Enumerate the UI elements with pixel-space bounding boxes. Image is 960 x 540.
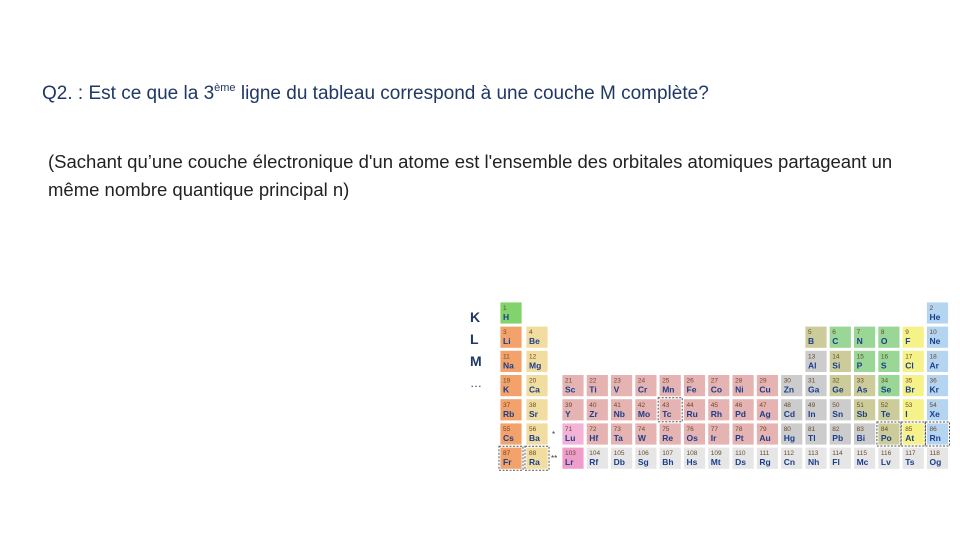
atomic-number: 110 [735, 450, 746, 458]
element-re [659, 423, 681, 445]
element-symbol: I [905, 408, 908, 419]
element-ds [732, 447, 754, 469]
element-symbol: Db [613, 457, 625, 468]
atomic-number: 56 [529, 426, 537, 433]
element-k [500, 375, 522, 397]
element-symbol: Cn [783, 457, 796, 468]
element-pb [829, 423, 851, 445]
element-lu [562, 423, 584, 445]
element-symbol: Bh [662, 457, 674, 468]
atomic-number: 85 [905, 426, 913, 433]
element-db [611, 447, 633, 469]
element-symbol: Ag [759, 408, 771, 419]
element-mc [854, 447, 876, 469]
element-ge [829, 375, 851, 397]
element-li [500, 326, 522, 348]
element-symbol: Ra [529, 457, 540, 468]
atomic-number: 45 [710, 401, 719, 409]
element-symbol: Ta [613, 433, 623, 443]
atomic-number: 108 [686, 450, 698, 458]
element-ru [684, 399, 706, 421]
element-symbol: Nb [613, 408, 625, 419]
atomic-number: 22 [589, 377, 597, 385]
element-symbol: N [856, 336, 863, 347]
element-symbol: Hg [783, 433, 796, 443]
element-symbol: Rb [503, 408, 515, 419]
element-cs [500, 423, 522, 445]
element-symbol: Rh [710, 408, 723, 419]
element-rb [500, 399, 522, 421]
element-ts [902, 447, 924, 469]
element-symbol: Po [880, 433, 892, 443]
element-bh [659, 447, 681, 469]
atomic-number: 17 [905, 353, 913, 361]
atomic-number: 47 [759, 401, 767, 409]
element-symbol: V [613, 384, 620, 395]
element-symbol: Tl [808, 433, 816, 443]
element-sc [562, 375, 584, 397]
element-y [562, 399, 584, 421]
question-suffix: ligne du tableau correspond à une couche M complète? [235, 83, 709, 104]
element-symbol: Fl [832, 457, 840, 468]
element-se [878, 375, 900, 397]
atomic-number: 73 [613, 426, 621, 433]
element-symbol: Al [808, 360, 817, 371]
element-pt [732, 423, 754, 445]
atomic-number: 43 [662, 401, 670, 409]
element-symbol: Sb [856, 408, 868, 419]
atomic-number: 115 [856, 450, 867, 458]
element-symbol: Ti [589, 384, 597, 395]
question-prefix: Q2. : Est ce que la 3 [42, 83, 215, 104]
atomic-number: 76 [686, 426, 694, 433]
atomic-number: 20 [529, 377, 537, 385]
element-symbol: Br [905, 384, 915, 395]
element-fl [829, 447, 851, 469]
atomic-number: 35 [905, 377, 913, 385]
element-s [878, 350, 900, 372]
element-si [829, 350, 851, 372]
element-symbol: C [832, 336, 839, 347]
element-ag [756, 399, 778, 421]
atomic-number: 71 [565, 426, 573, 433]
element-cu [756, 375, 778, 397]
shell-label-m: M [470, 353, 482, 369]
atomic-number: 44 [686, 401, 694, 409]
atomic-number: 46 [735, 401, 743, 409]
element-in [805, 399, 827, 421]
atomic-number: 23 [613, 377, 621, 385]
atomic-number: 78 [735, 426, 743, 433]
element-p [854, 350, 876, 372]
element-symbol: Ts [905, 457, 915, 468]
atomic-number: 54 [929, 401, 937, 409]
element-lv [878, 447, 900, 469]
atomic-number: 42 [637, 401, 646, 409]
shell-label-l: L [470, 331, 479, 347]
atomic-number: 36 [929, 377, 937, 385]
element-symbol: At [905, 433, 915, 443]
element-as [854, 375, 876, 397]
element-mn [659, 375, 681, 397]
element-ir [708, 423, 730, 445]
element-symbol: Lu [565, 433, 576, 443]
element-ti [586, 375, 608, 397]
element-i [902, 399, 924, 421]
atomic-number: 116 [880, 450, 892, 458]
element-rh [708, 399, 730, 421]
atomic-number: 113 [808, 450, 819, 458]
element-symbol: Ru [686, 408, 698, 419]
element-symbol: Si [832, 360, 841, 371]
element-na [500, 350, 522, 372]
element-symbol: Ds [735, 457, 746, 468]
element-rn [926, 422, 950, 446]
element-zn [781, 375, 803, 397]
atomic-number: 49 [808, 401, 816, 409]
element-symbol: Pt [735, 433, 744, 443]
element-symbol: Zr [589, 408, 598, 419]
element-br [902, 375, 924, 397]
element-cn [781, 447, 803, 469]
element-cr [635, 375, 657, 397]
element-fr [499, 446, 523, 470]
element-tl [805, 423, 827, 445]
atomic-number: 11 [503, 353, 510, 361]
element-fe [684, 375, 706, 397]
element-he [927, 302, 949, 324]
element-hf [586, 423, 608, 445]
element-symbol: Cu [759, 384, 771, 395]
element-symbol: Ir [710, 433, 717, 443]
element-symbol: Og [929, 457, 942, 468]
element-symbol: Bi [856, 433, 866, 443]
atomic-number: 7 [856, 329, 861, 337]
atomic-number: 8 [880, 329, 885, 337]
atomic-number: 118 [929, 450, 940, 458]
atomic-number: 1 [503, 305, 507, 312]
element-symbol: Xe [929, 408, 940, 419]
element-symbol: S [880, 360, 887, 371]
element-symbol: Sn [832, 408, 844, 419]
atomic-number: 9 [905, 329, 909, 337]
element-co [708, 375, 730, 397]
element-symbol: Rn [929, 433, 941, 443]
atomic-number: 75 [662, 426, 670, 433]
element-o [878, 326, 900, 348]
element-symbol: Y [565, 408, 571, 419]
atomic-number: 2 [929, 305, 934, 312]
atomic-number: 40 [589, 401, 597, 409]
question-superscript: ème [214, 82, 236, 94]
element-symbol: Be [529, 336, 540, 347]
element-symbol: Fr [503, 457, 512, 468]
atomic-number: 24 [637, 377, 646, 385]
atomic-number: 21 [565, 377, 573, 385]
element-b [805, 326, 827, 348]
atomic-number: 77 [710, 426, 719, 433]
element-symbol: Ne [929, 336, 941, 347]
element-ta [611, 423, 633, 445]
element-symbol: Fe [686, 384, 697, 395]
element-rg [756, 447, 778, 469]
element-hg [781, 423, 803, 445]
element-symbol: Ar [929, 360, 939, 371]
element-sr [526, 399, 548, 421]
element-symbol: Mc [856, 457, 869, 468]
lanthanide-marker: * [552, 430, 556, 439]
element-symbol: Lr [565, 457, 574, 468]
atomic-number: 31 [808, 377, 816, 385]
shell-label-more: … [470, 376, 482, 390]
element-cd [781, 399, 803, 421]
atomic-number: 12 [529, 353, 537, 361]
atomic-number: 16 [880, 353, 889, 361]
element-xe [927, 399, 949, 421]
element-symbol: Kr [929, 384, 939, 395]
element-symbol: Cd [783, 408, 796, 419]
element-symbol: Au [759, 433, 771, 443]
atomic-number: 38 [529, 401, 537, 409]
atomic-number: 26 [686, 377, 694, 385]
element-hs [684, 447, 706, 469]
atomic-number: 53 [905, 401, 913, 409]
element-symbol: He [929, 312, 941, 322]
element-symbol: As [856, 384, 868, 395]
element-ar [927, 350, 949, 372]
element-ni [732, 375, 754, 397]
atomic-number: 112 [783, 450, 795, 458]
atomic-number: 41 [613, 401, 621, 409]
element-symbol: H [503, 312, 510, 322]
element-mo [635, 399, 657, 421]
atomic-number: 34 [880, 377, 889, 385]
element-sg [635, 447, 657, 469]
atomic-number: 30 [783, 377, 791, 385]
element-sb [854, 399, 876, 421]
element-symbol: Re [662, 433, 674, 443]
element-w [635, 423, 657, 445]
element-symbol: Ca [529, 384, 540, 395]
atomic-number: 52 [880, 401, 889, 409]
element-al [805, 350, 827, 372]
atomic-number: 88 [529, 450, 537, 458]
atomic-number: 83 [856, 426, 864, 433]
atomic-number: 51 [856, 401, 864, 409]
element-symbol: Rf [589, 457, 599, 468]
element-symbol: O [880, 336, 888, 347]
atomic-number: 109 [710, 450, 722, 458]
element-symbol: B [808, 336, 815, 347]
element-symbol: Zn [783, 384, 795, 395]
atomic-number: 114 [832, 450, 843, 458]
atomic-number: 4 [529, 329, 533, 337]
atomic-number: 33 [856, 377, 864, 385]
element-mt [708, 447, 730, 469]
element-symbol: Pd [735, 408, 746, 419]
element-zr [586, 399, 608, 421]
element-symbol: Nh [808, 457, 820, 468]
element-symbol: Os [686, 433, 698, 443]
element-f [902, 326, 924, 348]
atomic-number: 32 [832, 377, 840, 385]
atomic-number: 82 [832, 426, 840, 433]
element-symbol: Cl [905, 360, 914, 371]
atomic-number: 105 [613, 450, 625, 458]
element-au [756, 423, 778, 445]
atomic-number: 111 [759, 450, 770, 458]
element-v [611, 375, 633, 397]
atomic-number: 19 [503, 377, 511, 385]
element-te [878, 399, 900, 421]
element-rf [586, 447, 608, 469]
atomic-number: 37 [503, 401, 511, 409]
atomic-number: 81 [808, 426, 816, 433]
element-symbol: Mn [662, 384, 675, 395]
atomic-number: 80 [783, 426, 791, 433]
element-symbol: Sr [529, 408, 538, 419]
element-symbol: Tc [662, 408, 672, 419]
atomic-number: 103 [565, 450, 576, 458]
shell-label-k: K [470, 309, 481, 325]
element-symbol: Pb [832, 433, 844, 443]
element-bi [854, 423, 876, 445]
element-ba [526, 423, 548, 445]
element-kr [927, 375, 949, 397]
atomic-number: 107 [662, 450, 674, 458]
element-symbol: Li [503, 336, 511, 347]
element-po [877, 422, 901, 446]
definition-note: (Sachant qu’une couche électronique d'un atome est l'ensemble des orbitales atomiques partageant un même nombre quantique principal n) [48, 151, 893, 200]
atomic-number: 14 [832, 353, 840, 361]
atomic-number: 10 [929, 329, 937, 337]
atomic-number: 18 [929, 353, 937, 361]
element-symbol: Ga [808, 384, 820, 395]
element-symbol: Na [503, 360, 514, 371]
element-os [684, 423, 706, 445]
element-ga [805, 375, 827, 397]
element-symbol: Lv [880, 457, 891, 468]
element-og [927, 447, 949, 469]
element-symbol: Mt [710, 457, 721, 468]
element-at [901, 422, 925, 446]
element-symbol: Hf [589, 433, 599, 443]
atomic-number: 87 [503, 450, 511, 458]
element-symbol: Ba [529, 433, 540, 443]
atomic-number: 15 [856, 353, 864, 361]
atomic-number: 86 [929, 426, 937, 433]
atomic-number: 74 [637, 426, 646, 433]
element-symbol: Hs [686, 457, 698, 468]
element-pd [732, 399, 754, 421]
element-cl [902, 350, 924, 372]
element-nb [611, 399, 633, 421]
element-symbol: Se [880, 384, 892, 395]
atomic-number: 55 [503, 426, 511, 433]
element-ca [526, 375, 548, 397]
atomic-number: 79 [759, 426, 767, 433]
element-symbol: Ge [832, 384, 844, 395]
atomic-number: 13 [808, 353, 816, 361]
element-ra [525, 446, 549, 470]
element-ne [927, 326, 949, 348]
atomic-number: 50 [832, 401, 840, 409]
element-sn [829, 399, 851, 421]
atomic-number: 5 [808, 329, 812, 337]
atomic-number: 29 [759, 377, 767, 385]
element-tc [658, 398, 682, 422]
element-symbol: Mg [529, 360, 542, 371]
element-c [829, 326, 851, 348]
atomic-number: 104 [589, 450, 601, 458]
element-symbol: Rg [759, 457, 771, 468]
element-symbol: Te [880, 408, 891, 419]
element-symbol: Ni [735, 384, 744, 395]
element-n [854, 326, 876, 348]
atomic-number: 117 [905, 450, 916, 458]
element-be [526, 326, 548, 348]
element-symbol: Sg [637, 457, 649, 468]
element-symbol: Co [710, 384, 723, 395]
element-symbol: Sc [565, 384, 576, 395]
element-symbol: W [637, 433, 646, 443]
element-symbol: P [856, 360, 863, 371]
element-mg [526, 350, 548, 372]
element-h [500, 302, 522, 324]
atomic-number: 27 [710, 377, 719, 385]
actinide-marker: ** [551, 454, 558, 464]
element-symbol: Cr [637, 384, 648, 395]
element-symbol: K [503, 384, 510, 395]
element-symbol: F [905, 336, 911, 347]
atomic-number: 3 [503, 329, 507, 337]
element-symbol: Mo [637, 408, 651, 419]
element-symbol: In [808, 408, 816, 419]
atomic-number: 72 [589, 426, 597, 433]
atomic-number: 6 [832, 329, 836, 337]
atomic-number: 28 [735, 377, 743, 385]
atomic-number: 25 [662, 377, 670, 385]
element-symbol: Cs [503, 433, 514, 443]
element-nh [805, 447, 827, 469]
element-lr [562, 447, 584, 469]
atomic-number: 48 [783, 401, 791, 409]
atomic-number: 39 [565, 401, 573, 409]
atomic-number: 106 [637, 450, 649, 458]
atomic-number: 84 [880, 426, 889, 433]
